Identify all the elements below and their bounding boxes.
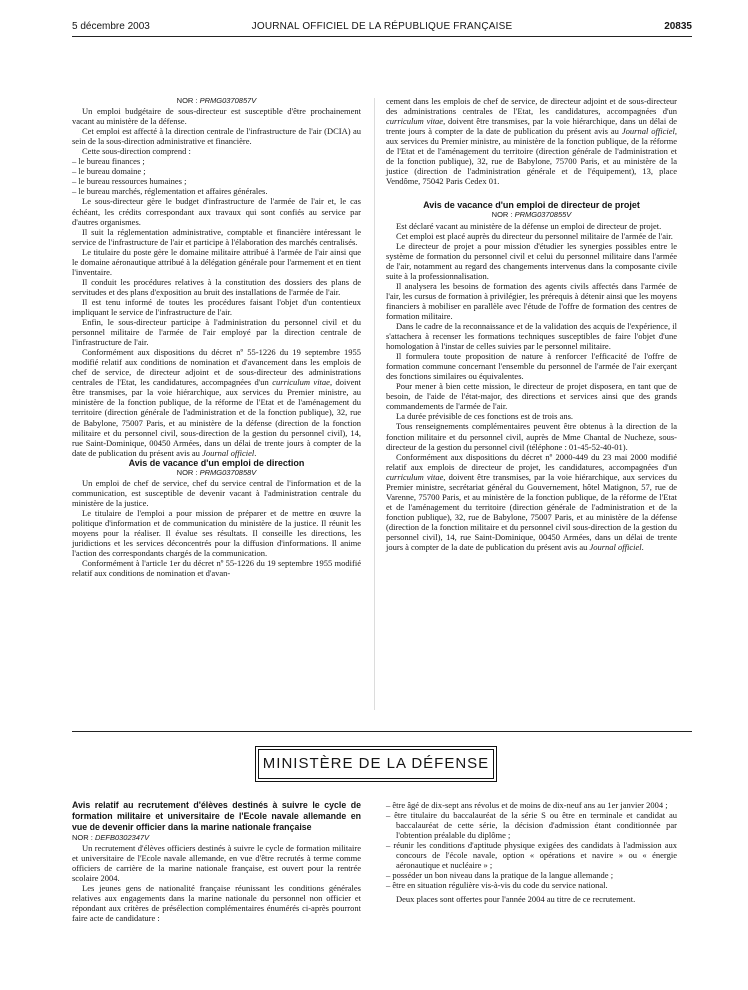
list-item: – le bureau finances ; [72, 156, 145, 167]
paragraph: Est déclaré vacant au ministère de la défense un emploi de directeur de projet. [396, 220, 662, 231]
paragraph: Tous renseignements complémentaires peuvent être obtenus à la direction de la fonction militaire et du personnel civil, auprès de Mme Chantal de Nucheze, sous-directeur de la gestion du personnel civil (téléphone : 01-45-52-40-01). [386, 421, 677, 452]
paragraph: Le titulaire de l'emploi a pour mission de préparer et de mettre en œuvre la politique d'information et de communication du ministère de la justice. Il réunit les moyens pour la réaliser. Il évalue ses résultats. Il conseille les directions, les juridictions et les services déconcentrés pour la diffusion d'informations. Il anime l'action des correspondants chargés de la communication. [72, 507, 361, 559]
paragraph: Pour mener à bien cette mission, le directeur de projet disposera, en tant que de besoin, de l'aide de l'état-major, des directions et services ainsi que des grands commandements de l'armée de l'air. [386, 381, 677, 412]
nor-label: NOR : [176, 467, 198, 477]
paragraph: Cette sous-direction comprend : [82, 146, 191, 157]
header-date: 5 décembre 2003 [72, 21, 150, 32]
list-item: – le bureau domaine ; [72, 166, 146, 177]
nor-code: PRMG0370855V [514, 210, 572, 220]
paragraph [72, 347, 361, 458]
paragraph: Enfin, le sous-directeur participe à l'administration du personnel civil et du personnel militaire de l'armée de l'air employé par la direction centrale de l'infrastructure de l'air. [72, 317, 361, 348]
paragraph: Il formulera toute proposition de nature à renforcer l'efficacité de l'offre de formation commune concernant l'ensemble du personnel de l'armée de l'air exerçant des fonctions similaires ou équivalentes. [386, 351, 677, 382]
bottom-left-column [72, 800, 361, 923]
text-run: Conformément aux dispositions du décret nº 55-1226 du 19 septembre 1955 modifié relatif aux conditions de nomination et d'avancement dans les emplois de chef de service, de directeur adjoint et de sous-directeur des administrations centrales de l'Etat, les candidatures, accompagnées d'un [72, 347, 361, 388]
column-separator [374, 98, 375, 710]
list-item: – le bureau marchés, réglementation et affaires générales. [72, 186, 268, 197]
paragraph: Le directeur de projet a pour mission d'étudier les synergies possibles entre le système de formation du personnel civil et celui du personnel militaire dans l'armée de l'air, notamment au regard des changements intervenus dans la composante civile suite à la professionnalisation. [386, 240, 677, 281]
text-run: . [254, 447, 257, 458]
paragraph: Un emploi budgétaire de sous-directeur est susceptible d'être prochainement vacant au ministère de la défense. [72, 106, 361, 127]
paragraph: Un recrutement d'élèves officiers destinés à suivre le cycle de formation militaire et universitaire de l'Ecole navale allemande, en vue d'être recrutés à terme comme officiers de carrière de la marine nationale française, est ouvert pour la rentrée scolaire 2004. [72, 843, 361, 884]
nor-reference [386, 210, 677, 220]
text-run: cement dans les emplois de chef de service, de directeur adjoint et de sous-directeur des administrations centrales de l'Etat, les candidatures, accompagnées d'un [386, 96, 677, 117]
text-run-italic: Journal officiel [621, 126, 675, 137]
text-run: Conformément aux dispositions du décret nº 2000-449 du 23 mai 2000 modifié relatif aux emplois de directeur de projet, les candidatures, accompagnées d'un [386, 451, 677, 472]
paragraph [386, 452, 677, 552]
section-heading: Avis de vacance d'un emploi de direction [128, 457, 305, 468]
text-run-italic: curriculum vitae [386, 471, 444, 482]
paragraph: Il est tenu informé de toutes les procédures faisant l'objet d'un contentieux impliquant le service de l'infrastructure de l'air. [72, 296, 361, 317]
page-header [72, 20, 692, 37]
paragraph: Les jeunes gens de nationalité française réunissant les conditions générales relatives aux engagements dans la marine nationale du personnel non officier et répondant aux critères de présélection complémentaires énumérés ci-après pourront faire acte de candidature : [72, 883, 361, 924]
list-item: – réunir les conditions d'aptitude physique exigées des candidats à l'admission aux concours de l'école navale, option « opérations et navire » ou « énergie aéronautique et nucléaire » ; [386, 840, 677, 871]
ministry-banner: MINISTÈRE DE LA DÉFENSE [258, 749, 494, 779]
text-run-italic: Journal officiel [589, 542, 642, 553]
bottom-right-column [386, 800, 677, 904]
notice-title: Avis relatif au recrutement d'élèves destinés à suivre le cycle de formation militaire et universitaire de l'Ecole navale allemande en vue de devenir officier dans la marine nationale française [72, 800, 361, 832]
left-column [72, 96, 361, 578]
nor-code: PRMG0370858V [199, 467, 257, 477]
nor-reference [72, 833, 361, 843]
nor-code: PRMG0370857V [199, 96, 257, 105]
section-heading: Avis de vacance d'un emploi de directeur de projet [423, 200, 640, 211]
paragraph: Il analysera les besoins de formation des agents civils affectés dans l'armée de l'air, les cursus de formation à privilégier, les prérequis à détenir ainsi que les moyens financiers à mobiliser en parallèle avec l'étude de l'offre de formation des centres de formation militaire. [386, 280, 677, 321]
list-item: – le bureau ressources humaines ; [72, 176, 187, 187]
list-item: – être en situation régulière vis-à-vis du code du service national. [386, 880, 608, 891]
text-run: , aux services du Premier ministre, au ministère de la fonction publique, de la réforme de l'Etat et de l'aménagement du territoire (direction générale de l'administration et de la fonction publique), 32, rue de Babylone, 75700 Paris, et au ministère de la justice (direction de l'administration générale et de l'équipement), 13, place Vendôme, 75042 Paris Cedex 01. [386, 126, 678, 187]
text-run: , doivent être transmises, par la voie hiérarchique, aux services du Premier ministre, au ministère de la fonction publique, de la réforme de l'Etat et de l'aménagement du territoire (direction générale de l'administration et de la fonction publique), 32, rue de Babylone, 75007 Paris, et au ministère de la défense (direction de la fonction militaire et du personnel civil, sous-direction de la gestion du personnel civil), 14, rue Saint-Dominique, 00450 Armées, dans un délai de trente jours à compter de la date de publication du présent avis au [72, 377, 361, 458]
nor-label: NOR : [176, 96, 198, 105]
nor-label: NOR : [491, 210, 513, 220]
paragraph: Dans le cadre de la reconnaissance et de la validation des acquis de l'expérience, il s'attachera à recenser les formations techniques susceptibles de faire l'objet d'une homologation à l'instar de celles suivies par le personnel militaire. [386, 320, 677, 352]
paragraph [386, 96, 677, 186]
header-journal-title: JOURNAL OFFICIEL DE LA RÉPUBLIQUE FRANÇAISE [251, 21, 513, 32]
list-item: – être âgé de dix-sept ans révolus et de moins de dix-neuf ans au 1er janvier 2004 ; [386, 800, 668, 810]
paragraph: La durée prévisible de ces fonctions est de trois ans. [396, 411, 574, 422]
text-run: , doivent être transmises, par la voie hiérarchique, dans un délai de trente jours à compter de la date de publication du présent avis au [386, 116, 677, 137]
section-rule [72, 731, 692, 732]
paragraph: Deux places sont offertes pour l'année 2004 au titre de ce recrutement. [396, 894, 636, 905]
text-run: . [641, 542, 644, 553]
right-column [386, 96, 677, 552]
paragraph: Le titulaire du poste gère le domaine militaire attribué à l'armée de l'air ainsi que le domaine aéronautique attribué à la délégation générale pour l'armement et en tient l'inventaire. [72, 246, 361, 277]
text-run-italic: Journal officiel [202, 447, 255, 458]
list-item: – être titulaire du baccalauréat de la série S ou être en terminale et candidat au baccalauréat de cette série, la décision d'admission étant conditionnée par l'obtention préalable du diplôme ; [386, 810, 677, 841]
text-run: , doivent être transmises, par la voie hiérarchique, aux services du Premier ministre, secrétariat général du Gouvernement, hôtel Matignon, 57, rue de Varenne, 75700 Paris, et au ministère de la fonction publique, de la réforme de l'Etat et de l'aménagement du territoire (direction générale de l'administration et de la fonction publique), 32, rue de Babylone, 75007 Paris, et au ministère de la défense (direction de la fonction militaire et du personnel civil sous-direction de la gestion du personnel civil), 14, rue Saint-Dominique, 00450 Armées, dans un délai de trente jours à compter de la date de publication du présent avis au [386, 471, 677, 553]
paragraph: Cet emploi est placé auprès du directeur du personnel militaire de l'armée de l'air. [396, 230, 673, 241]
nor-reference [72, 468, 361, 478]
paragraph: Le sous-directeur gère le budget d'infrastructure de l'armée de l'air et, le cas échéant, les crédits correspondant aux travaux qui sont confiés au service par d'autres organismes. [72, 196, 361, 227]
nor-label: NOR : [72, 833, 93, 842]
list-item: – posséder un bon niveau dans la pratique de la langue allemande ; [386, 870, 614, 881]
nor-code: DEFB0302347V [94, 833, 150, 842]
text-run-italic: curriculum vitae [386, 116, 444, 127]
paragraph: Il conduit les procédures relatives à la constitution des dossiers des plans de servitudes et des plans d'exposition au bruit des installations de l'armée de l'air. [72, 276, 361, 297]
paragraph: Cet emploi est affecté à la direction centrale de l'infrastructure de l'air (DCIA) au sein de la sous-direction administrative et financière. [72, 126, 361, 147]
header-page-number: 20835 [664, 21, 692, 32]
paragraph: Il suit la réglementation administrative, comptable et financière intéressant le service de l'infrastructure de l'air et participe à l'élaboration des marchés centralisés. [72, 226, 361, 247]
nor-reference [72, 96, 361, 106]
paragraph: Conformément à l'article 1er du décret nº 55-1226 du 19 septembre 1955 modifié relatif aux conditions de nomination et d'avan- [72, 558, 361, 579]
text-run-italic: curriculum vitae [272, 377, 330, 388]
paragraph: Un emploi de chef de service, chef du service central de l'information et de la communication, est susceptible de devenir vacant à l'administration centrale du ministère de la justice. [72, 477, 361, 508]
